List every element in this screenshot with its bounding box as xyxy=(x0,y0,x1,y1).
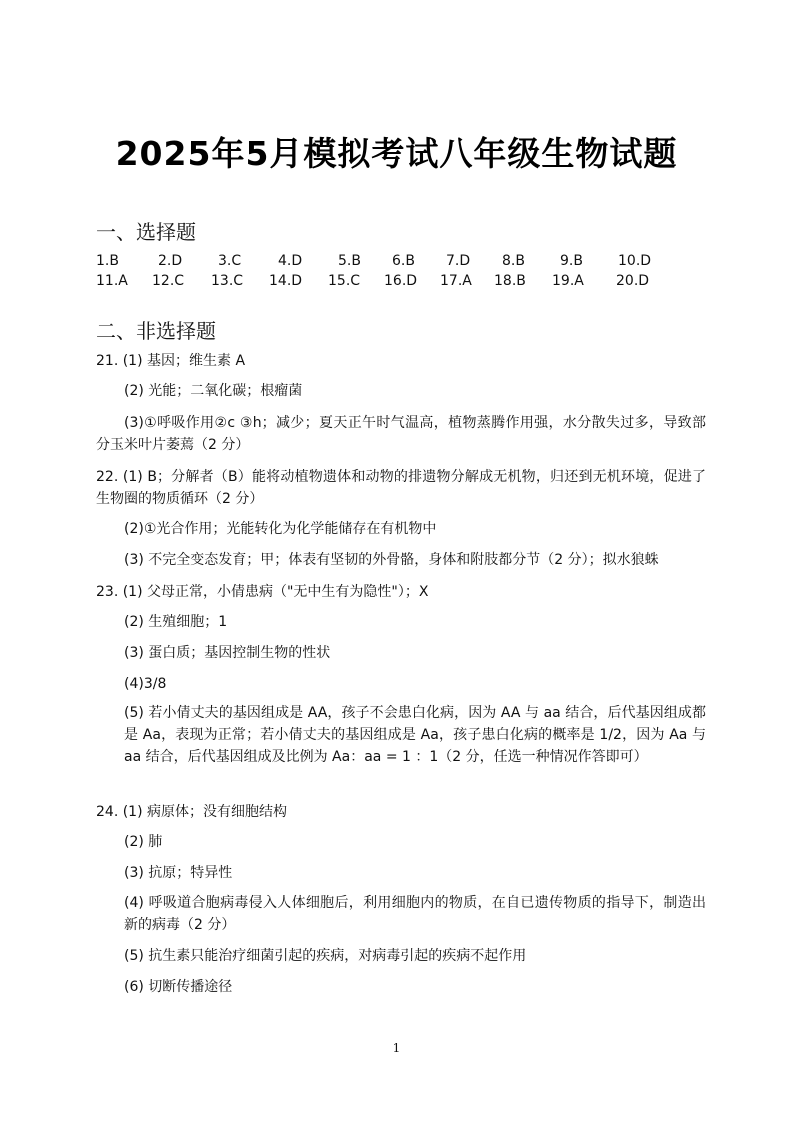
answer-q23-part4: (4)3/8 xyxy=(124,676,167,692)
answer-q24-part2: (2) 肺 xyxy=(124,834,163,850)
answer-q23-part3: (3) 蛋白质；基因控制生物的性状 xyxy=(124,645,331,661)
answer-q23-part5: (5) 若小倩丈夫的基因组成是 AA，孩子不会患白化病，因为 AA 与 aa 结合，后代基因组成都是 Aa，表现为正常；若小倩丈夫的基因组成是 Aa，孩子患白化病的概率是 1/2，因为 Aa 与 aa 结合，后代基因组成及比例为 Aa：aa = 1 ：1（2 分，任选一种情况作答即可） xyxy=(124,705,706,765)
answer-item: 2.D xyxy=(158,253,183,269)
page-title: 2025年5月模拟考试八年级生物试题 xyxy=(115,134,678,173)
answer-q22-part3: (3) 不完全变态发育；甲；体表有坚韧的外骨骼，身体和附肢都分节（2 分）；拟水狼蛛 xyxy=(124,552,659,568)
answer-item: 1.B xyxy=(96,253,119,269)
answer-item: 5.B xyxy=(338,253,361,269)
answer-item: 12.C xyxy=(152,273,185,289)
answer-q24-part4: (4) 呼吸道合胞病毒侵入人体细胞后，利用细胞内的物质，在自已遗传物质的指导下，制造出新的病毒（2 分） xyxy=(124,895,706,933)
answer-q24-part3: (3) 抗原；特异性 xyxy=(124,865,233,881)
answer-item: 18.B xyxy=(494,273,526,289)
answer-q24-part6: (6) 切断传播途径 xyxy=(124,979,233,995)
answer-item: 20.D xyxy=(616,273,650,289)
answer-item: 13.C xyxy=(211,273,244,289)
answer-item: 15.C xyxy=(328,273,361,289)
answer-q24-part1: 24. (1) 病原体；没有细胞结构 xyxy=(96,804,287,820)
section-heading-nonchoice: 二、非选择题 xyxy=(96,319,216,343)
answer-item: 19.A xyxy=(552,273,584,289)
answer-item: 8.B xyxy=(502,253,525,269)
answer-item: 3.C xyxy=(218,253,242,269)
answer-item: 11.A xyxy=(96,273,128,289)
answer-item: 6.B xyxy=(392,253,415,269)
answer-q21-part1: 21. (1) 基因；维生素 A xyxy=(96,353,246,369)
answer-item: 14.D xyxy=(269,273,303,289)
answer-item: 4.D xyxy=(278,253,303,269)
answer-item: 10.D xyxy=(618,253,652,269)
answer-item: 9.B xyxy=(560,253,583,269)
answer-q22-part1: 22. (1) B；分解者（B）能将动植物遗体和动物的排遗物分解成无机物，归还到无机环境，促进了生物圈的物质循环（2 分） xyxy=(96,469,706,507)
section-heading-choice: 一、选择题 xyxy=(96,220,196,244)
answer-q24-part5: (5) 抗生素只能治疗细菌引起的疾病，对病毒引起的疾病不起作用 xyxy=(124,948,527,964)
answer-item: 17.A xyxy=(440,273,472,289)
answer-q23-part2: (2) 生殖细胞；1 xyxy=(124,614,228,630)
answer-q21-part3: (3)①呼吸作用②c ③h；减少；夏天正午时气温高，植物蒸腾作用强，水分散失过多，导致部分玉米叶片萎蔫（2 分） xyxy=(96,415,706,453)
page-number: 1 xyxy=(392,1041,401,1055)
answer-item: 16.D xyxy=(384,273,418,289)
answer-q21-part2: (2) 光能；二氧化碳；根瘤菌 xyxy=(124,383,303,399)
answer-q22-part2: (2)①光合作用；光能转化为化学能储存在有机物中 xyxy=(124,521,437,537)
answer-q23-part1: 23. (1) 父母正常，小倩患病（"无中生有为隐性"）；X xyxy=(96,584,429,600)
answer-item: 7.D xyxy=(446,253,471,269)
